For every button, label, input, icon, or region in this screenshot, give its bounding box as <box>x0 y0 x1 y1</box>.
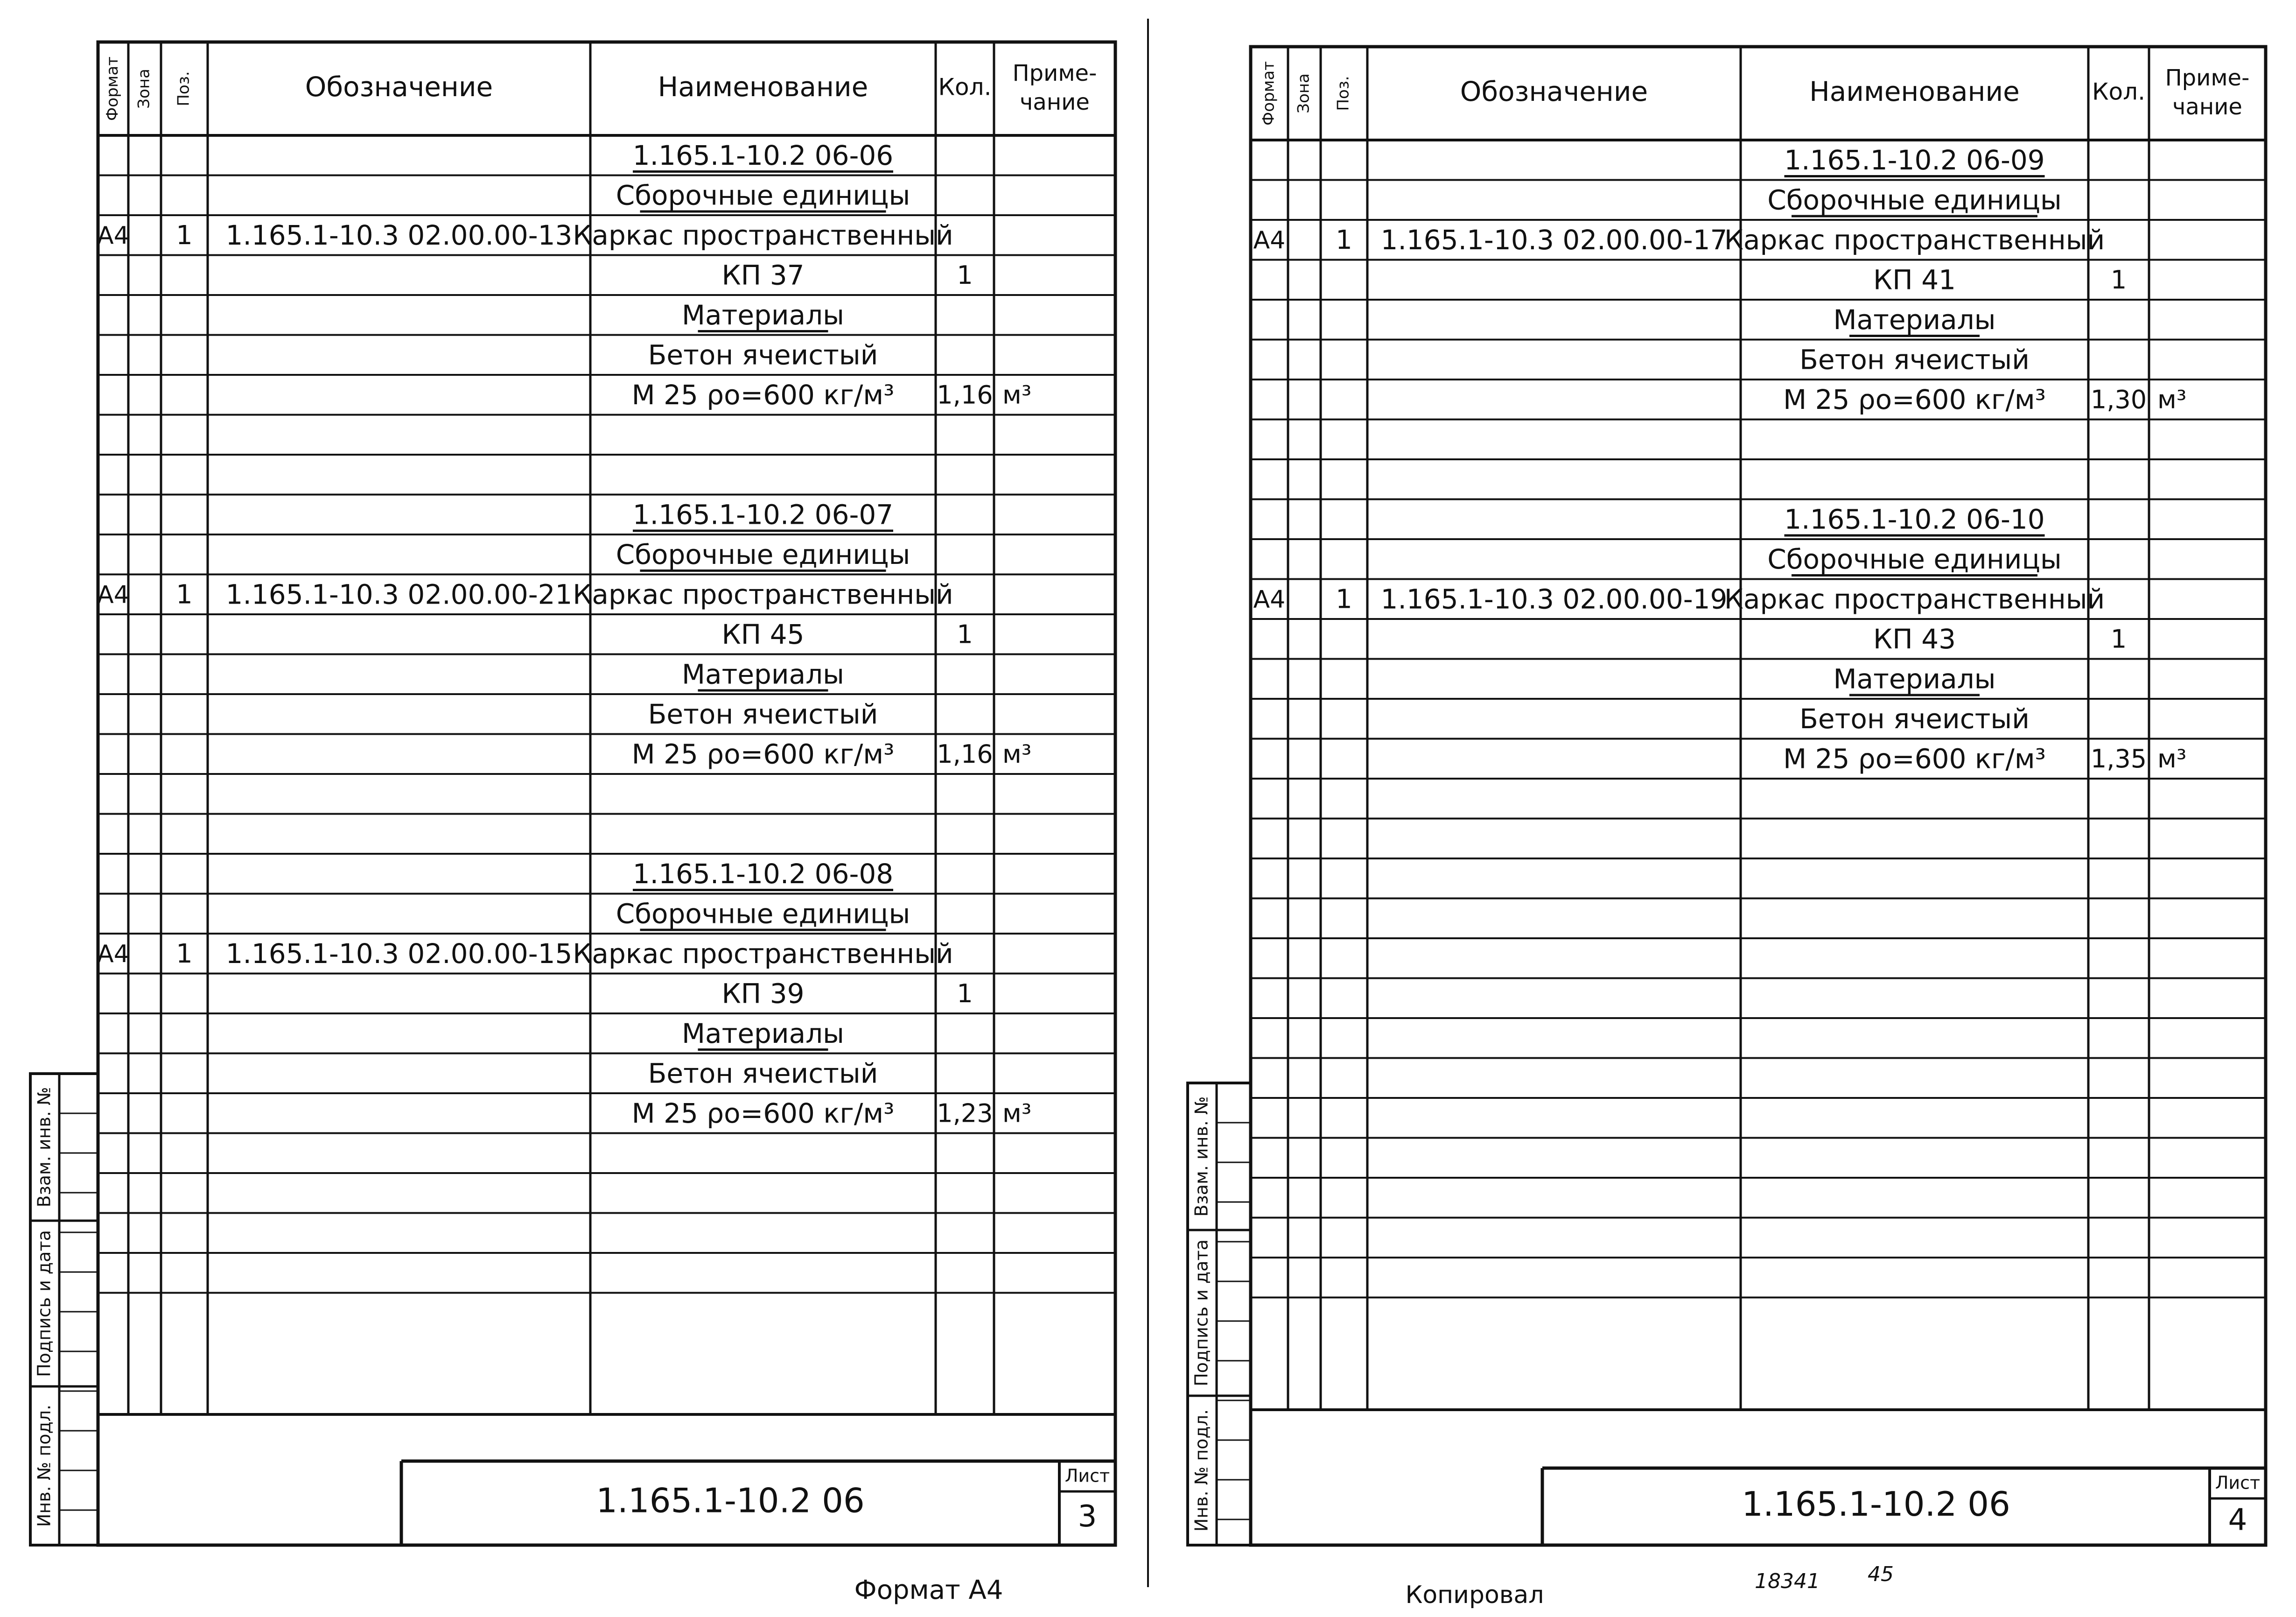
copied-label: Копировал <box>1405 1581 1544 1609</box>
cell-designation: 1.165.1-10.3 02.00.00-17 <box>1380 224 1728 256</box>
cell-qty: 1,16 <box>937 739 993 769</box>
cell-qty: 1,30 <box>2090 385 2147 415</box>
table-row <box>1784 503 2044 535</box>
table-row <box>1799 344 2030 375</box>
side-stamp <box>1188 1083 1251 1545</box>
cell-name: Бетон ячеистый <box>648 1057 878 1090</box>
table-row <box>1783 743 2186 774</box>
cell-name: Материалы <box>1833 663 1996 695</box>
archive-sheet: 45 <box>1868 1562 1894 1586</box>
cell-designation: 1.165.1-10.3 02.00.00-13 <box>225 219 573 251</box>
sheet-3 <box>30 42 1115 1545</box>
document-number: 1.165.1-10.2 06 <box>1742 1484 2010 1524</box>
table-row <box>616 539 910 571</box>
cell-name: М 25 ρо=600 кг/м³ <box>631 1097 895 1129</box>
cell-name: 1.165.1-10.2 06-07 <box>632 499 894 531</box>
cell-note: м³ <box>1002 739 1032 769</box>
cell-name: Каркас пространственный <box>1724 224 2105 256</box>
side-stamp-label: Инв. № подл. <box>1191 1409 1212 1532</box>
table-row <box>1834 663 1996 695</box>
cell-pos: 1 <box>1336 225 1352 255</box>
cell-name: 1.165.1-10.2 06-06 <box>632 139 894 171</box>
table-row <box>632 1097 1032 1129</box>
table-row <box>682 658 844 690</box>
cell-format: А4 <box>1253 226 1286 254</box>
cell-qty: 1,35 <box>2090 744 2147 773</box>
sheet-number: 4 <box>2228 1503 2247 1538</box>
sheet-label: Лист <box>1064 1465 1110 1486</box>
header-zone: Зона <box>134 69 154 109</box>
cell-name: Бетон ячеистый <box>1799 344 2030 376</box>
cell-qty: 1 <box>957 260 973 290</box>
side-stamp-label: Взам. инв. № <box>34 1087 55 1208</box>
cell-pos: 1 <box>176 938 193 969</box>
table-row <box>633 140 893 172</box>
cell-name: Материалы <box>682 1017 844 1049</box>
cell-qty: 1 <box>2110 265 2127 295</box>
side-stamp-label: Взам. инв. № <box>1191 1096 1212 1217</box>
cell-name: Каркас пространственный <box>573 578 953 611</box>
cell-format: А4 <box>97 221 129 250</box>
cell-designation: 1.165.1-10.3 02.00.00-19 <box>1380 583 1728 615</box>
cell-name: 1.165.1-10.2 06-10 <box>1784 503 2045 535</box>
cell-format: А4 <box>97 581 129 609</box>
cell-name: Каркас пространственный <box>1724 583 2105 615</box>
cell-name: Сборочные единицы <box>1767 184 2062 216</box>
header-name: Наименование <box>1809 76 2020 108</box>
cell-name: Материалы <box>1833 303 1996 336</box>
format-label: Формат А4 <box>854 1575 1003 1606</box>
header-pos: Поз. <box>174 71 193 106</box>
header-pos: Поз. <box>1334 76 1353 111</box>
cell-name: КП 39 <box>721 977 805 1010</box>
header-note: Приме- <box>1012 60 1097 86</box>
table-row <box>633 499 893 531</box>
cell-qty: 1,23 <box>937 1098 993 1128</box>
cell-name: 1.165.1-10.2 06-08 <box>632 858 894 890</box>
header-note: чание <box>2172 94 2242 120</box>
side-stamp-label: Инв. № подл. <box>34 1404 55 1527</box>
cell-name: М 25 ρо=600 кг/м³ <box>1783 743 2046 775</box>
cell-name: Бетон ячеистый <box>648 698 878 730</box>
cell-name: Сборочные единицы <box>616 538 910 570</box>
cell-name: Бетон ячеистый <box>648 339 878 371</box>
cell-pos: 1 <box>176 220 193 251</box>
cell-name: М 25 ρо=600 кг/м³ <box>1783 383 2046 415</box>
document-number: 1.165.1-10.2 06 <box>596 1481 865 1520</box>
cell-note: м³ <box>2157 385 2187 415</box>
cell-note: м³ <box>1002 380 1032 410</box>
header-zone: Зона <box>1294 73 1313 113</box>
table-row <box>1767 184 2062 216</box>
table-row <box>632 738 1032 770</box>
table-row <box>1253 583 2105 615</box>
cell-note: м³ <box>1002 1098 1032 1128</box>
table-row <box>682 299 844 331</box>
cell-pos: 1 <box>176 579 193 610</box>
cell-name: М 25 ρо=600 кг/м³ <box>631 379 895 411</box>
cell-qty: 1,16 <box>937 380 993 410</box>
header-note: чание <box>1020 89 1090 115</box>
table-row <box>1783 384 2186 415</box>
cell-name: М 25 ρо=600 кг/м³ <box>631 738 895 770</box>
cell-name: КП 45 <box>721 618 805 650</box>
cell-qty: 1 <box>957 619 973 649</box>
cell-format: А4 <box>1253 585 1286 614</box>
table-row <box>648 698 878 730</box>
table-row <box>97 219 953 251</box>
cell-pos: 1 <box>1336 584 1352 615</box>
cell-name: КП 41 <box>1873 264 1956 296</box>
cell-name: Сборочные единицы <box>1767 543 2062 575</box>
cell-name: Каркас пространственный <box>573 219 953 251</box>
cell-name: КП 37 <box>721 259 805 291</box>
cell-name: Материалы <box>682 299 844 331</box>
cell-note: м³ <box>2157 744 2187 773</box>
table-row <box>648 339 878 371</box>
cell-qty: 1 <box>957 978 973 1008</box>
header-note: Приме- <box>2165 65 2250 91</box>
header-designation: Обозначение <box>1460 76 1648 108</box>
cell-name: Каркас пространственный <box>573 937 953 970</box>
header-format: Формат <box>1259 61 1278 126</box>
header-designation: Обозначение <box>305 71 493 103</box>
header-format: Формат <box>103 56 122 121</box>
table-row <box>632 379 1032 411</box>
sheet-label: Лист <box>2215 1472 2261 1493</box>
side-stamp <box>30 1074 98 1545</box>
table-row <box>616 898 910 930</box>
cell-name: Сборочные единицы <box>616 179 910 211</box>
cell-qty: 1 <box>2110 624 2127 654</box>
side-stamp-label: Подпись и дата <box>1191 1239 1212 1386</box>
cell-designation: 1.165.1-10.3 02.00.00-21 <box>225 578 573 611</box>
table-row <box>633 858 893 890</box>
table-row <box>1767 543 2062 576</box>
cell-name: КП 43 <box>1873 623 1956 655</box>
cell-name: Бетон ячеистый <box>1799 703 2030 735</box>
cell-format: А4 <box>97 940 129 968</box>
table-row <box>682 1018 844 1050</box>
table-row <box>97 578 953 610</box>
table-row <box>1253 224 2105 256</box>
sheet-4 <box>1188 47 2266 1545</box>
cell-name: Материалы <box>682 658 844 690</box>
table-row <box>1834 304 1996 336</box>
cell-designation: 1.165.1-10.3 02.00.00-15 <box>225 937 573 970</box>
header-name: Наименование <box>658 71 868 103</box>
table-row <box>1799 703 2030 735</box>
table-row <box>1784 144 2044 176</box>
cell-name: Сборочные единицы <box>616 898 910 930</box>
table-row <box>97 938 953 970</box>
table-row <box>616 179 910 211</box>
header-qty: Кол. <box>2092 78 2145 105</box>
header-qty: Кол. <box>938 73 992 101</box>
side-stamp-label: Подпись и дата <box>34 1230 55 1377</box>
archive-number: 18341 <box>1755 1569 1820 1593</box>
table-row <box>648 1057 878 1089</box>
sheet-number: 3 <box>1078 1499 1097 1534</box>
cell-name: 1.165.1-10.2 06-09 <box>1784 144 2045 176</box>
